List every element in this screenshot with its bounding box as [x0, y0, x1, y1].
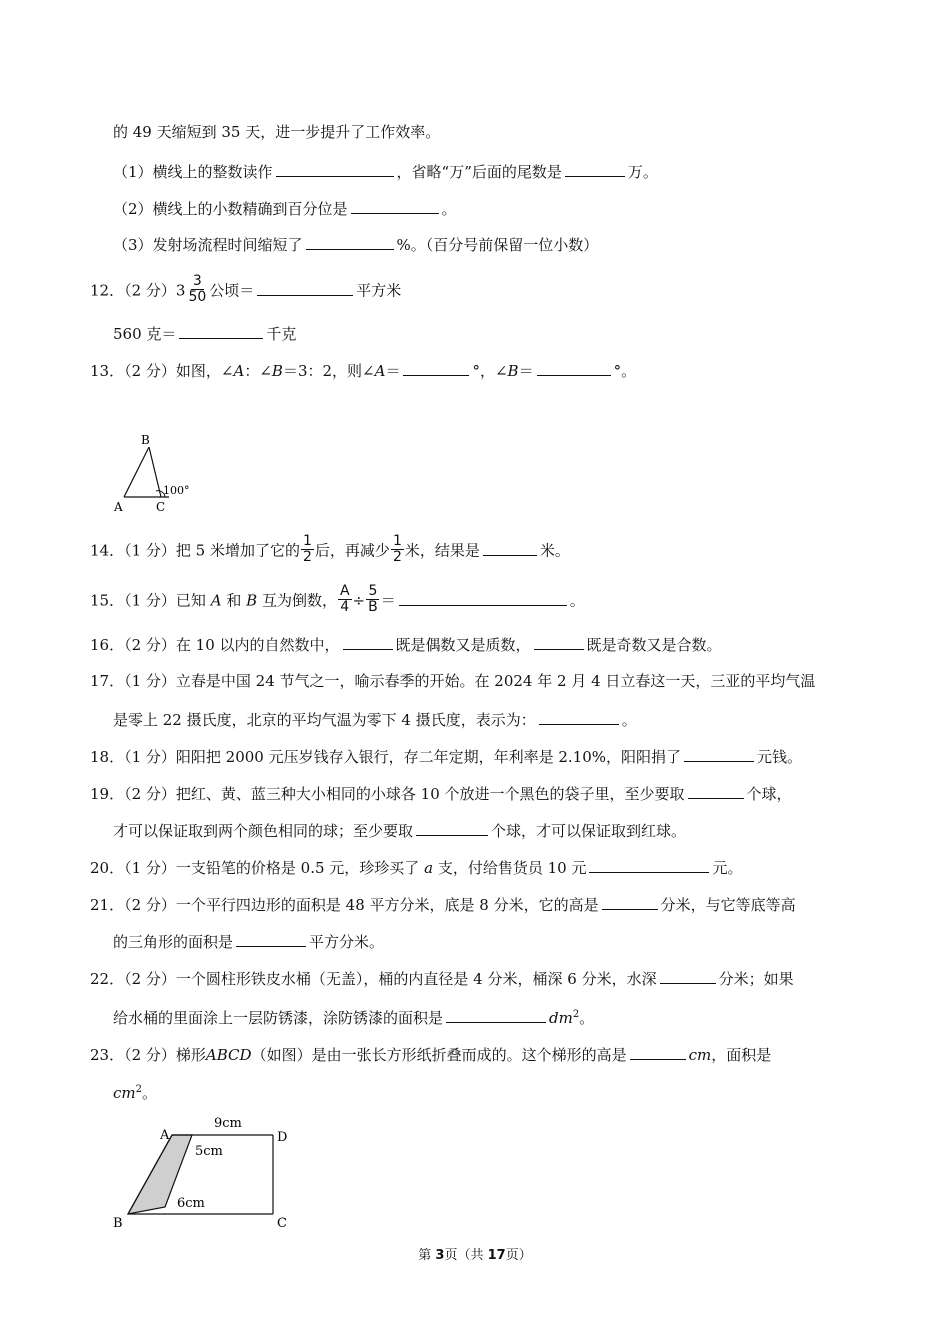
question-19: 19．（2 分）把红、黄、蓝三种大小相同的小球各 10 个放进一个黑色的袋子里，至少要取 个球，	[90, 782, 792, 804]
answer-blank[interactable]	[306, 233, 394, 250]
answer-blank[interactable]	[416, 819, 488, 836]
fraction: $\frac{5}{B}$	[368, 583, 378, 615]
q11-tail: 的 49 天缩短到 35 天，进一步提升了工作效率。	[113, 123, 441, 141]
answer-blank[interactable]	[276, 160, 394, 177]
answer-blank[interactable]	[684, 745, 754, 762]
question-15: 15．（1 分）已知 A 和 B 互为倒数， $\frac{A}{4}$ ÷ $\frac{5}{B}$ ＝ 。	[90, 583, 585, 615]
question-23: 23．（2 分）梯形ABCD（如图）是由一张长方形纸折叠而成的。这个梯形的高是 cm，面积是	[90, 1043, 771, 1065]
question-21: 21．（2 分）一个平行四边形的面积是 48 平方分米，底是 8 分米，它的高是 分米，与它等底等高	[90, 893, 796, 915]
answer-blank[interactable]	[179, 322, 263, 339]
answer-blank[interactable]	[630, 1043, 686, 1060]
vertex-a-label: A	[114, 500, 123, 514]
q11-part3: （3）发射场流程时间缩短了 %。（百分号前保留一位小数）	[113, 233, 598, 255]
vertex-c-label: C	[277, 1216, 287, 1231]
question-20: 20．（1 分）一支铅笔的价格是 0.5 元，珍珍买了 a 支，付给售货员 10 元 元。	[90, 856, 742, 878]
question-19-line2: 才可以保证取到两个颜色相同的球；至少要取 个球，才可以保证取到红球。	[113, 819, 686, 841]
trapezoid-figure	[105, 1108, 305, 1233]
vertex-d-label: D	[277, 1130, 288, 1145]
question-23-line2: $cm^2$。	[113, 1084, 158, 1102]
question-21-line2: 的三角形的面积是 平方分米。	[113, 930, 384, 952]
answer-blank[interactable]	[688, 782, 744, 799]
fraction: $\frac{A}{4}$	[339, 583, 350, 615]
answer-blank[interactable]	[236, 930, 306, 947]
answer-blank[interactable]	[589, 856, 709, 873]
question-17-line2: 是零上 22 摄氏度，北京的平均气温为零下 4 摄氏度，表示为： 。	[113, 708, 637, 730]
vertex-b-label: B	[141, 433, 150, 447]
answer-blank[interactable]	[602, 893, 658, 910]
angle-label: 100°	[163, 484, 190, 497]
fraction: $\frac{3}{50}$	[188, 273, 207, 305]
page-footer: 第 3页（共 17页）	[418, 1248, 532, 1263]
question-17: 17．（1 分）立春是中国 24 节气之一，喻示春季的开始。在 2024 年 2 月 4 日立春这一天，三亚的平均气温	[90, 672, 816, 690]
answer-blank[interactable]	[399, 589, 567, 606]
vertex-c-label: C	[156, 500, 166, 514]
question-13: 13．（2 分）如图，∠A：∠B＝3：2，则∠A＝ °，∠B＝ °。	[90, 359, 636, 381]
answer-blank[interactable]	[534, 633, 584, 650]
question-18: 18．（1 分）阳阳把 2000 元压岁钱存入银行，存二年定期，年利率是 2.10%，阳阳捐了 元钱。	[90, 745, 802, 767]
question-12: 12．（2 分）3 $\frac{3}{50}$ 公顷＝ 平方米	[90, 273, 402, 305]
answer-blank[interactable]	[257, 279, 353, 296]
answer-blank[interactable]	[483, 539, 537, 556]
answer-blank[interactable]	[343, 633, 393, 650]
fraction: $\frac{1}{2}$	[392, 533, 402, 565]
vertex-a-label: A	[160, 1128, 170, 1143]
question-14: 14．（1 分）把 5 米增加了它的 $\frac{1}{2}$ 后，再减少 $\frac{1}{2}$ 米，结果是 米。	[90, 533, 570, 565]
q11-part1: （1）横线上的整数读作 ，省略“万”后面的尾数是 万。	[113, 160, 658, 182]
answer-blank[interactable]	[537, 359, 611, 376]
question-12-line2: 560 克＝ 千克	[113, 322, 296, 344]
fold-length-label: 5cm	[195, 1144, 223, 1159]
vertex-b-label: B	[113, 1216, 123, 1231]
answer-blank[interactable]	[539, 708, 619, 725]
answer-blank[interactable]	[351, 197, 439, 214]
question-22: 22．（2 分）一个圆柱形铁皮水桶（无盖），桶的内直径是 4 分米，桶深 6 分米，水深 分米；如果	[90, 967, 794, 989]
top-length-label: 9cm	[214, 1116, 242, 1131]
answer-blank[interactable]	[660, 967, 716, 984]
answer-blank[interactable]	[446, 1006, 546, 1023]
bottom-length-label: 6cm	[177, 1196, 205, 1211]
q11-part2: （2）横线上的小数精确到百分位是 。	[113, 197, 457, 219]
answer-blank[interactable]	[403, 359, 469, 376]
question-22-line2: 给水桶的里面涂上一层防锈漆，涂防锈漆的面积是 $dm^2$。	[113, 1005, 594, 1028]
fraction: $\frac{1}{2}$	[303, 533, 312, 565]
question-16: 16．（2 分）在 10 以内的自然数中， 既是偶数又是质数， 既是奇数又是合数。	[90, 633, 722, 655]
answer-blank[interactable]	[565, 160, 625, 177]
triangle-figure	[105, 430, 215, 518]
